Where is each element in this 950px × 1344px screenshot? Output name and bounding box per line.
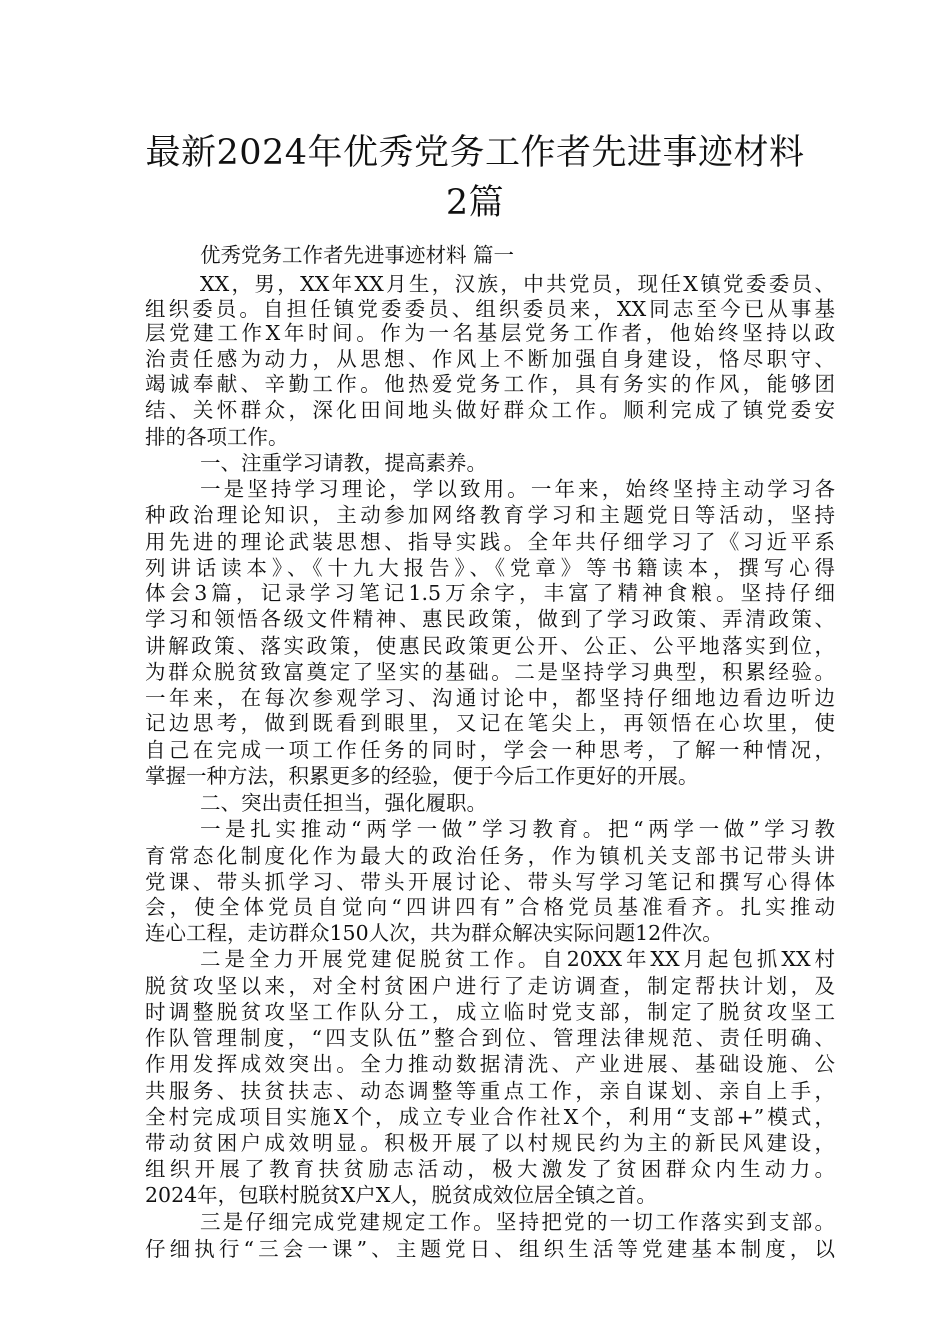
body-text-line: 带动贫困户成效明显。积极开展了以村规民约为主的新民风建设， <box>145 1131 835 1155</box>
body-text-line: 种政治理论知识，主动参加网络教育学习和主题党日等活动，坚持 <box>145 503 835 527</box>
body-text-line: 会，使全体党员自觉向“四讲四有”合格党员基准看齐。扎实推动 <box>145 895 835 919</box>
body-text-line: 时调整脱贫攻坚工作队分工，成立临时党支部，制定了脱贫攻坚工 <box>145 1000 835 1024</box>
body-text-line: 二、突出责任担当，强化履职。 <box>200 791 487 815</box>
body-text-line: 掌握一种方法，积累更多的经验，便于今后工作更好的开展。 <box>145 764 699 788</box>
body-text-line: 记边思考，做到既看到眼里，又记在笔尖上，再领悟在心坎里，使 <box>145 711 835 735</box>
body-text-line: 2024年，包联村脱贫X户X人，脱贫成效位居全镇之首。 <box>145 1183 657 1207</box>
body-text-line: 治责任感为动力，从思想、作风上不断加强自身建设，恪尽职守、 <box>145 347 835 371</box>
body-text-line: 自己在完成一项工作任务的同时，学会一种思考，了解一种情况， <box>145 738 835 762</box>
body-text-line: 组织委员。自担任镇党委委员、组织委员来，XX同志至今已从事基 <box>145 297 835 321</box>
document-title-line-1: 最新2024年优秀党务工作者先进事迹材料 <box>145 133 805 173</box>
body-text-line: 一、注重学习请教，提高素养。 <box>200 451 487 475</box>
body-text-line: 体会3篇，记录学习笔记1.5万余字，丰富了精神食粮。坚持仔细 <box>145 581 835 605</box>
body-text-line: 竭诚奉献、辛勤工作。他热爱党务工作，具有务实的作风，能够团 <box>145 372 835 396</box>
body-text-line: 一是坚持学习理论，学以致用。一年来，始终坚持主动学习各 <box>200 477 835 501</box>
body-text-line: 一年来，在每次参观学习、沟通讨论中，都坚持仔细地边看边听边 <box>145 686 835 710</box>
body-text-line: 学习和领悟各级文件精神、惠民政策，做到了学习政策、弄清政策、 <box>145 607 835 631</box>
body-text-line: 共服务、扶贫扶志、动态调整等重点工作，亲自谋划、亲自上手， <box>145 1079 835 1103</box>
body-text-line: 党课、带头抓学习、带头开展讨论、带头写学习笔记和撰写心得体 <box>145 870 835 894</box>
body-text-line: 一是扎实推动“两学一做”学习教育。把“两学一做”学习教 <box>200 817 835 841</box>
body-text-line: 全村完成项目实施X个，成立专业合作社X个，利用“支部+”模式， <box>145 1105 835 1129</box>
body-text-line: 作队管理制度，“四支队伍”整合到位、管理法律规范、责任明确、 <box>145 1026 835 1050</box>
body-text-line: 层党建工作X年时间。作为一名基层党务工作者，他始终坚持以政 <box>145 321 835 345</box>
body-text-line: 排的各项工作。 <box>145 425 289 449</box>
body-text-line: 讲解政策、落实政策，使惠民政策更公开、公正、公平地落实到位， <box>145 634 835 658</box>
body-text-line: 三是仔细完成党建规定工作。坚持把党的一切工作落实到支部。 <box>200 1210 835 1234</box>
body-text-line: 列讲话读本》、《十九大报告》、《党章》等书籍读本，撰写心得 <box>145 556 835 580</box>
body-text-line: 连心工程，走访群众150人次，共为群众解决实际问题12件次。 <box>145 921 723 945</box>
body-text-line: 脱贫攻坚以来，对全村贫困户进行了走访调查，制定帮扶计划，及 <box>145 974 835 998</box>
body-text-line: 优秀党务工作者先进事迹材料 篇一 <box>200 243 515 267</box>
body-text-line: 二是全力开展党建促脱贫工作。自20XX年XX月起包抓XX村 <box>200 947 835 971</box>
body-text-line: 结、关怀群众，深化田间地头做好群众工作。顺利完成了镇党委安 <box>145 398 835 422</box>
body-text-line: 作用发挥成效突出。全力推动数据清洗、产业进展、基础设施、公 <box>145 1052 835 1076</box>
body-text-line: 育常态化制度化作为最大的政治任务，作为镇机关支部书记带头讲 <box>145 844 835 868</box>
body-text-line: XX，男，XX年XX月生，汉族，中共党员，现任X镇党委委员、 <box>200 272 835 296</box>
body-text-line: 为群众脱贫致富奠定了坚实的基础。二是坚持学习典型，积累经验。 <box>145 660 835 684</box>
body-text-line: 用先进的理论武装思想、指导实践。全年共仔细学习了《习近平系 <box>145 530 835 554</box>
body-text-line: 组织开展了教育扶贫励志活动，极大激发了贫困群众内生动力。 <box>145 1157 835 1181</box>
body-text-line: 仔细执行“三会一课”、主题党日、组织生活等党建基本制度，以 <box>145 1237 835 1261</box>
document-title-line-2: 2篇 <box>445 183 505 223</box>
